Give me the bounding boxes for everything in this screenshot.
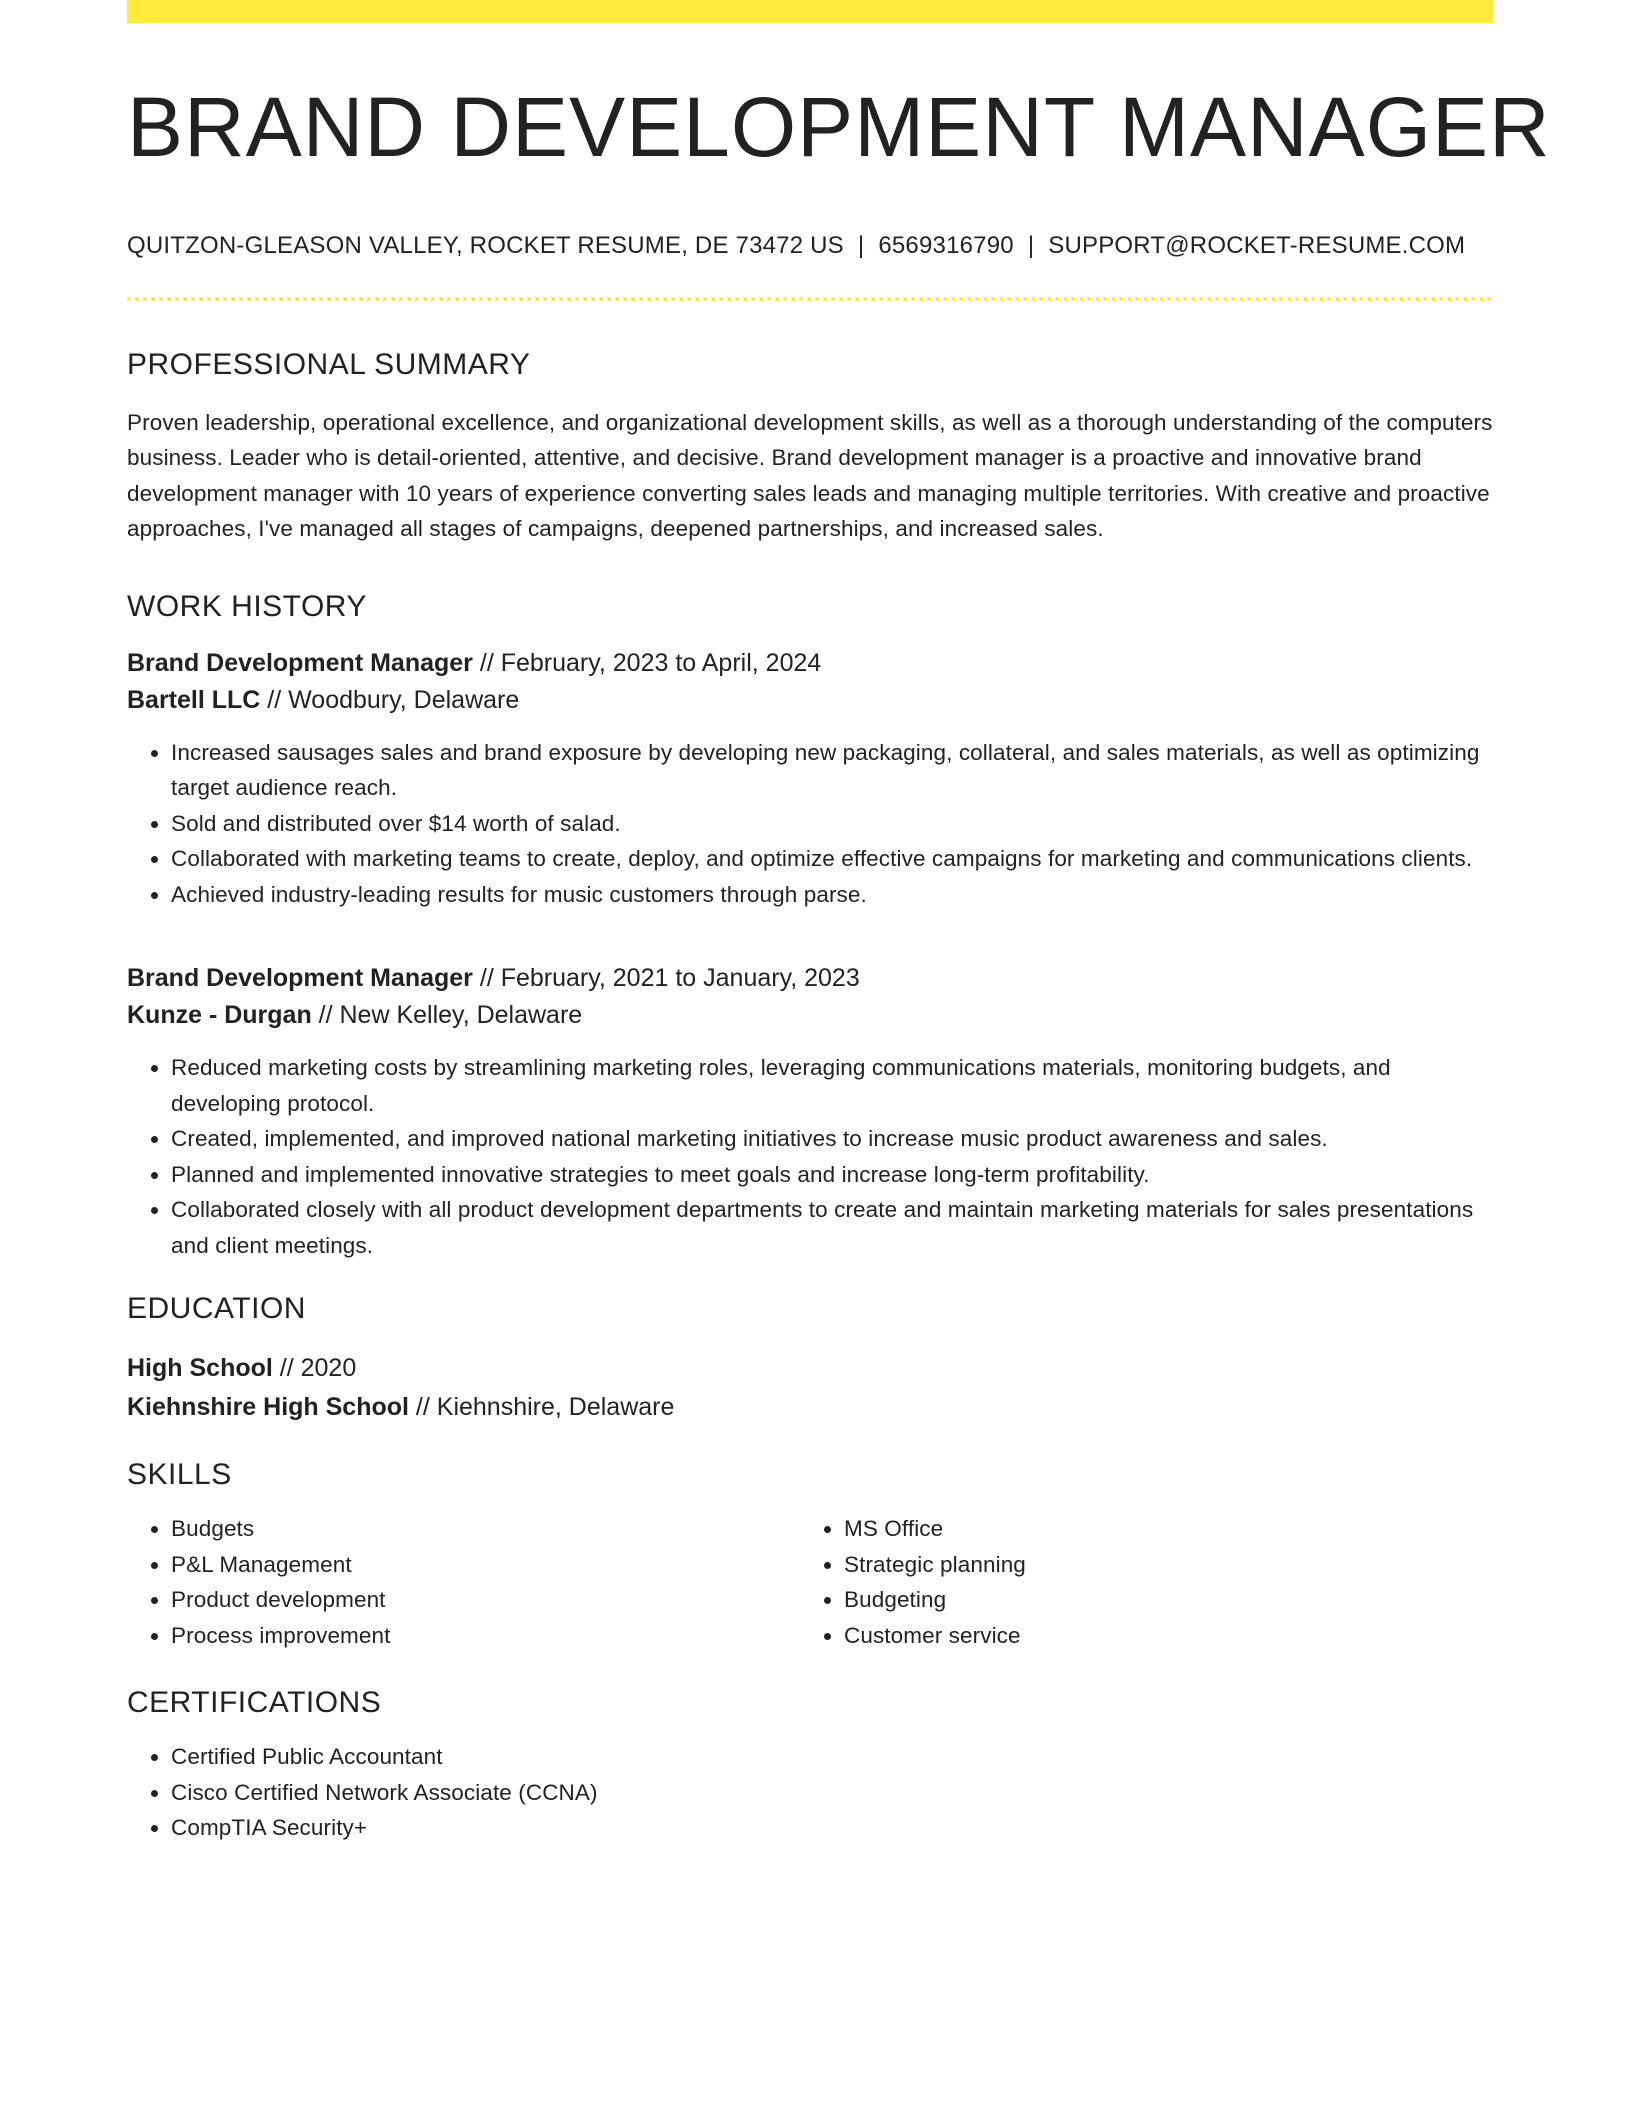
accent-top-bar xyxy=(127,0,1493,23)
skills-list xyxy=(127,1511,800,1653)
skills-column-right xyxy=(800,1511,1473,1653)
job-bullet: • Created, implemented, and improved national marketing initiatives to increase music product awareness and sales. xyxy=(171,1121,1493,1157)
skills-column-left xyxy=(127,1511,800,1653)
job-bullets xyxy=(127,735,1493,913)
summary-text: Proven leadership, operational excellence, and organizational development skills, as well as a thorough understanding of the computers business. Leader who is detail-oriented, attentive, and decisive. Brand development manager is a proactive and innovative brand development manager with 10 years of experience converting sales leads and managing multiple territories. With creative and proactive approaches, I've managed all stages of campaigns, deepened partnerships, and increased sales. xyxy=(127,409,1493,542)
skill-item: • Budgets xyxy=(171,1511,800,1547)
job-bullet: • Achieved industry-leading results for music customers through parse. xyxy=(171,877,1493,913)
job-company: Bartell LLC xyxy=(127,685,261,714)
job-dates: // February, 2023 to April, 2024 xyxy=(472,648,822,677)
job-title-line xyxy=(127,645,1493,682)
education-entry xyxy=(127,1349,1493,1427)
job-bullet: • Sold and distributed over $14 worth of salad. xyxy=(171,806,1493,842)
skill-item: • Product development xyxy=(171,1582,800,1618)
education-heading: EDUCATION xyxy=(127,1292,306,1326)
skill-item: • Strategic planning xyxy=(844,1547,1473,1583)
job-dates: // February, 2021 to January, 2023 xyxy=(472,964,860,993)
job-bullet: • Planned and implemented innovative strategies to meet goals and increase long-term profitability. xyxy=(171,1157,1493,1193)
dotted-divider xyxy=(127,297,1493,301)
education-degree-line xyxy=(127,1349,1493,1388)
job-position: Brand Development Manager xyxy=(127,648,473,677)
certifications-list xyxy=(127,1739,1493,1846)
job-location: // New Kelley, Delaware xyxy=(311,1001,583,1030)
skill-item: • P&L Management xyxy=(171,1547,800,1583)
contact-address: QUITZON-GLEASON VALLEY, ROCKET RESUME, DE 73472 US xyxy=(127,232,844,259)
job-bullet: • Reduced marketing costs by streamlining marketing roles, leveraging communications materials, monitoring budgets, and developing protocol. xyxy=(171,1050,1493,1121)
education-degree: High School xyxy=(127,1354,273,1383)
job-bullet: • Collaborated with marketing teams to create, deploy, and optimize effective campaigns for marketing and communications clients. xyxy=(171,841,1493,877)
skill-item: • Customer service xyxy=(844,1618,1473,1654)
contact-phone: 6569316790 xyxy=(878,232,1014,259)
job-entry xyxy=(127,645,1493,913)
resume-page xyxy=(127,0,1551,1846)
contact-email: SUPPORT@ROCKET-RESUME.COM xyxy=(1048,232,1466,259)
work-history-heading: WORK HISTORY xyxy=(127,589,367,623)
certification-item: • Cisco Certified Network Associate (CCNA) xyxy=(171,1775,1493,1811)
skill-item: • MS Office xyxy=(844,1511,1473,1547)
job-company: Kunze - Durgan xyxy=(127,1001,312,1030)
contact-separator: | xyxy=(857,232,865,259)
education-school: Kiehnshire High School xyxy=(127,1393,409,1422)
education-school-line xyxy=(127,1388,1493,1427)
skill-item: • Process improvement xyxy=(171,1618,800,1654)
resume-name-title: BRAND DEVELOPMENT MANAGER xyxy=(127,80,1551,174)
job-bullet: • Collaborated closely with all product development departments to create and maintain marketing materials for sales presentations and client meetings. xyxy=(171,1192,1493,1263)
skills-heading: SKILLS xyxy=(127,1458,232,1492)
job-location: // Woodbury, Delaware xyxy=(260,685,520,714)
education-year: // 2020 xyxy=(272,1354,357,1383)
contact-separator: | xyxy=(1027,232,1035,259)
job-entry xyxy=(127,960,1493,1263)
job-company-line xyxy=(127,997,1493,1034)
certification-item: • Certified Public Accountant xyxy=(171,1739,1493,1775)
certification-item: • CompTIA Security+ xyxy=(171,1810,1493,1846)
job-position: Brand Development Manager xyxy=(127,964,473,993)
job-title-line xyxy=(127,960,1493,997)
certifications-heading: CERTIFICATIONS xyxy=(127,1686,382,1720)
summary-heading: PROFESSIONAL SUMMARY xyxy=(127,347,531,381)
education-location: // Kiehnshire, Delaware xyxy=(408,1393,675,1422)
skill-item: • Budgeting xyxy=(844,1582,1473,1618)
contact-line xyxy=(127,232,1493,261)
skills-grid xyxy=(127,1511,1493,1653)
job-bullet: • Increased sausages sales and brand exposure by developing new packaging, collateral, and sales materials, as well as optimizing target audience reach. xyxy=(171,735,1493,806)
job-company-line xyxy=(127,682,1493,719)
skills-list xyxy=(800,1511,1473,1653)
job-bullets xyxy=(127,1050,1493,1263)
